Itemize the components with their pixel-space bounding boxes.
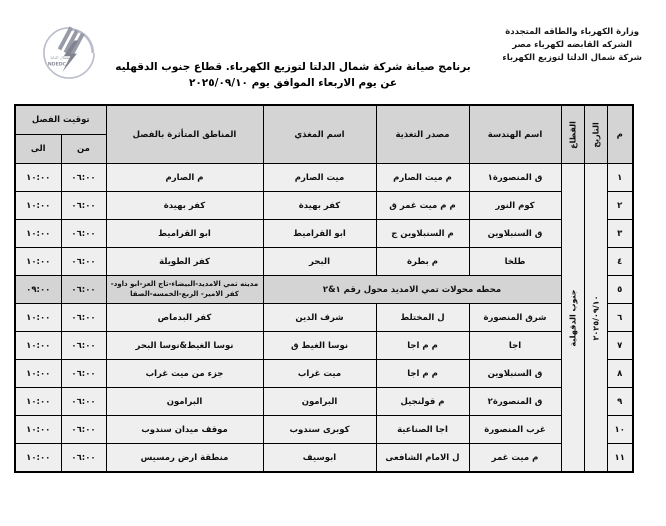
cell-areas: نوسا الغيط&نوسا البحر: [106, 332, 263, 360]
header-timing: توقيت الفصل: [15, 105, 106, 135]
cell-source: م السنبلاوين ج: [376, 220, 469, 248]
cell-engineering: غرب المنصورة: [469, 416, 561, 444]
cell-feeder: شرف الدين: [263, 304, 376, 332]
cell-from: ٠٦:٠٠: [61, 276, 106, 304]
table-row: [15, 332, 633, 360]
cell-from: ٠٦:٠٠: [61, 304, 106, 332]
table-row: [15, 220, 633, 248]
cell-from: ٠٦:٠٠: [61, 444, 106, 473]
cell-from: ٠٦:٠٠: [61, 416, 106, 444]
cell-source: م بطرة: [376, 248, 469, 276]
cell-serial: ٤: [607, 248, 633, 276]
cell-feeder: ابوسيف: [263, 444, 376, 473]
cell-to: ١٠:٠٠: [15, 388, 61, 416]
cell-engineering: اجا: [469, 332, 561, 360]
cell-source: م م اجا: [376, 360, 469, 388]
cell-from: ٠٦:٠٠: [61, 192, 106, 220]
table-row: [15, 416, 633, 444]
header-areas: المناطق المتأثرة بالفصل: [106, 105, 263, 164]
cell-areas: البرامون: [106, 388, 263, 416]
cell-to: ٠٩:٠٠: [15, 276, 61, 304]
cell-serial: ٨: [607, 360, 633, 388]
cell-source: اجا الصناعية: [376, 416, 469, 444]
cell-source: ل المختلط: [376, 304, 469, 332]
header-to: الى: [15, 135, 61, 164]
header-sector: القطاع: [561, 105, 584, 164]
cell-engineering: طلخا: [469, 248, 561, 276]
cell-serial: ٦: [607, 304, 633, 332]
cell-engineering: ق السنبلاوين: [469, 220, 561, 248]
svg-text:شمال الدلتا: شمال الدلتا: [50, 54, 70, 60]
title-line-2: عن يوم الاربعاء الموافق يوم ٢٠٢٥/٠٩/١٠: [188, 77, 398, 90]
cell-to: ١٠:٠٠: [15, 248, 61, 276]
cell-serial: ٩: [607, 388, 633, 416]
cell-to: ١٠:٠٠: [15, 192, 61, 220]
cell-serial: ٣: [607, 220, 633, 248]
table-row: [15, 164, 633, 192]
cell-source: م ميت الصارم: [376, 164, 469, 192]
header-date: التاريخ: [584, 105, 607, 164]
cell-engineering: ق المنصورة١: [469, 164, 561, 192]
cell-from: ٠٦:٠٠: [61, 388, 106, 416]
maintenance-schedule-table: [14, 104, 634, 473]
cell-serial: ١٠: [607, 416, 633, 444]
table-row: [15, 388, 633, 416]
header-engineering: اسم الهندسة: [469, 105, 561, 164]
cell-serial: ٧: [607, 332, 633, 360]
logo-text: NDEDC: [47, 62, 66, 68]
cell-areas: كفر البدماص: [106, 304, 263, 332]
cell-to: ١٠:٠٠: [15, 220, 61, 248]
cell-feeder: البرامون: [263, 388, 376, 416]
cell-feeder: كوبرى سندوب: [263, 416, 376, 444]
cell-areas: مدينه تمي الامديد-البيضاء-تاج العز-ابو داود-كفر الامير- الربع-الخمسه-الصفا: [106, 276, 263, 304]
letterhead-line-ministry: وزارة الكهرباء والطاقه المتجددة: [505, 27, 640, 37]
cell-serial: ١: [607, 164, 633, 192]
cell-feeder: ابو القراميط: [263, 220, 376, 248]
cell-areas: جزء من ميت غراب: [106, 360, 263, 388]
cell-source: ل الامام الشافعى: [376, 444, 469, 473]
cell-to: ١٠:٠٠: [15, 416, 61, 444]
cell-serial: ٥: [607, 276, 633, 304]
cell-engineering: شرق المنصورة: [469, 304, 561, 332]
cell-sector: جنوب الدقهلية: [561, 164, 584, 473]
cell-to: ١٠:٠٠: [15, 360, 61, 388]
cell-to: ١٠:٠٠: [15, 444, 61, 473]
cell-to: ١٠:٠٠: [15, 332, 61, 360]
cell-areas: م الصارم: [106, 164, 263, 192]
cell-from: ٠٦:٠٠: [61, 360, 106, 388]
cell-from: ٠٦:٠٠: [61, 248, 106, 276]
header-feeder: اسم المغذي: [263, 105, 376, 164]
cell-from: ٠٦:٠٠: [61, 164, 106, 192]
cell-source: م م ميت غمر ق: [376, 192, 469, 220]
cell-serial: ١١: [607, 444, 633, 473]
header-serial: م: [607, 105, 633, 164]
cell-areas: ابو القراميط: [106, 220, 263, 248]
table-row: [15, 304, 633, 332]
cell-feeder: ميت غراب: [263, 360, 376, 388]
cell-source: م م اجا: [376, 332, 469, 360]
cell-engineering: كوم النور: [469, 192, 561, 220]
cell-feeder: ميت الصارم: [263, 164, 376, 192]
cell-source: م قولنجيل: [376, 388, 469, 416]
header-from: من: [61, 135, 106, 164]
cell-areas: كفر بهيدة: [106, 192, 263, 220]
cell-feeder: نوسا الغيط ق: [263, 332, 376, 360]
cell-areas: منطقة ارض رمسيس: [106, 444, 263, 473]
letterhead-line-holding: الشركه القابضه لكهرباء مصر: [512, 40, 633, 51]
cell-to: ١٠:٠٠: [15, 304, 61, 332]
cell-to: ١٠:٠٠: [15, 164, 61, 192]
letterhead-line-company: شركة شمال الدلتا لتوزيع الكهرباء: [502, 53, 642, 64]
cell-engineering: م ميت غمر: [469, 444, 561, 473]
cell-from: ٠٦:٠٠: [61, 220, 106, 248]
cell-feeder: البحر: [263, 248, 376, 276]
cell-areas: موقف ميدان سندوب: [106, 416, 263, 444]
cell-feeder: كفر بهيدة: [263, 192, 376, 220]
header-source: مصدر التغذية: [376, 105, 469, 164]
schedule-table-wrap: [14, 104, 634, 473]
table-row: [15, 192, 633, 220]
document-title: [0, 59, 586, 92]
table-row: [15, 248, 633, 276]
table-row-merged-substation: [15, 276, 633, 304]
cell-date: ٢٠٢٥/٠٩/١٠: [584, 164, 607, 473]
cell-engineering: ق المنصورة٢: [469, 388, 561, 416]
cell-substation-merged: محطه محولات تمي الامديد محول رقم ١&٢: [263, 276, 561, 304]
cell-engineering: ق السنبلاوين: [469, 360, 561, 388]
table-row: [15, 360, 633, 388]
title-line-1: برنامج صيانة شركة شمال الدلتا لتوزيع الكهرباء. قطاع جنوب الدقهليه: [115, 61, 471, 73]
cell-serial: ٢: [607, 192, 633, 220]
table-row: [15, 444, 633, 473]
cell-areas: كفر الطويلة: [106, 248, 263, 276]
cell-from: ٠٦:٠٠: [61, 332, 106, 360]
